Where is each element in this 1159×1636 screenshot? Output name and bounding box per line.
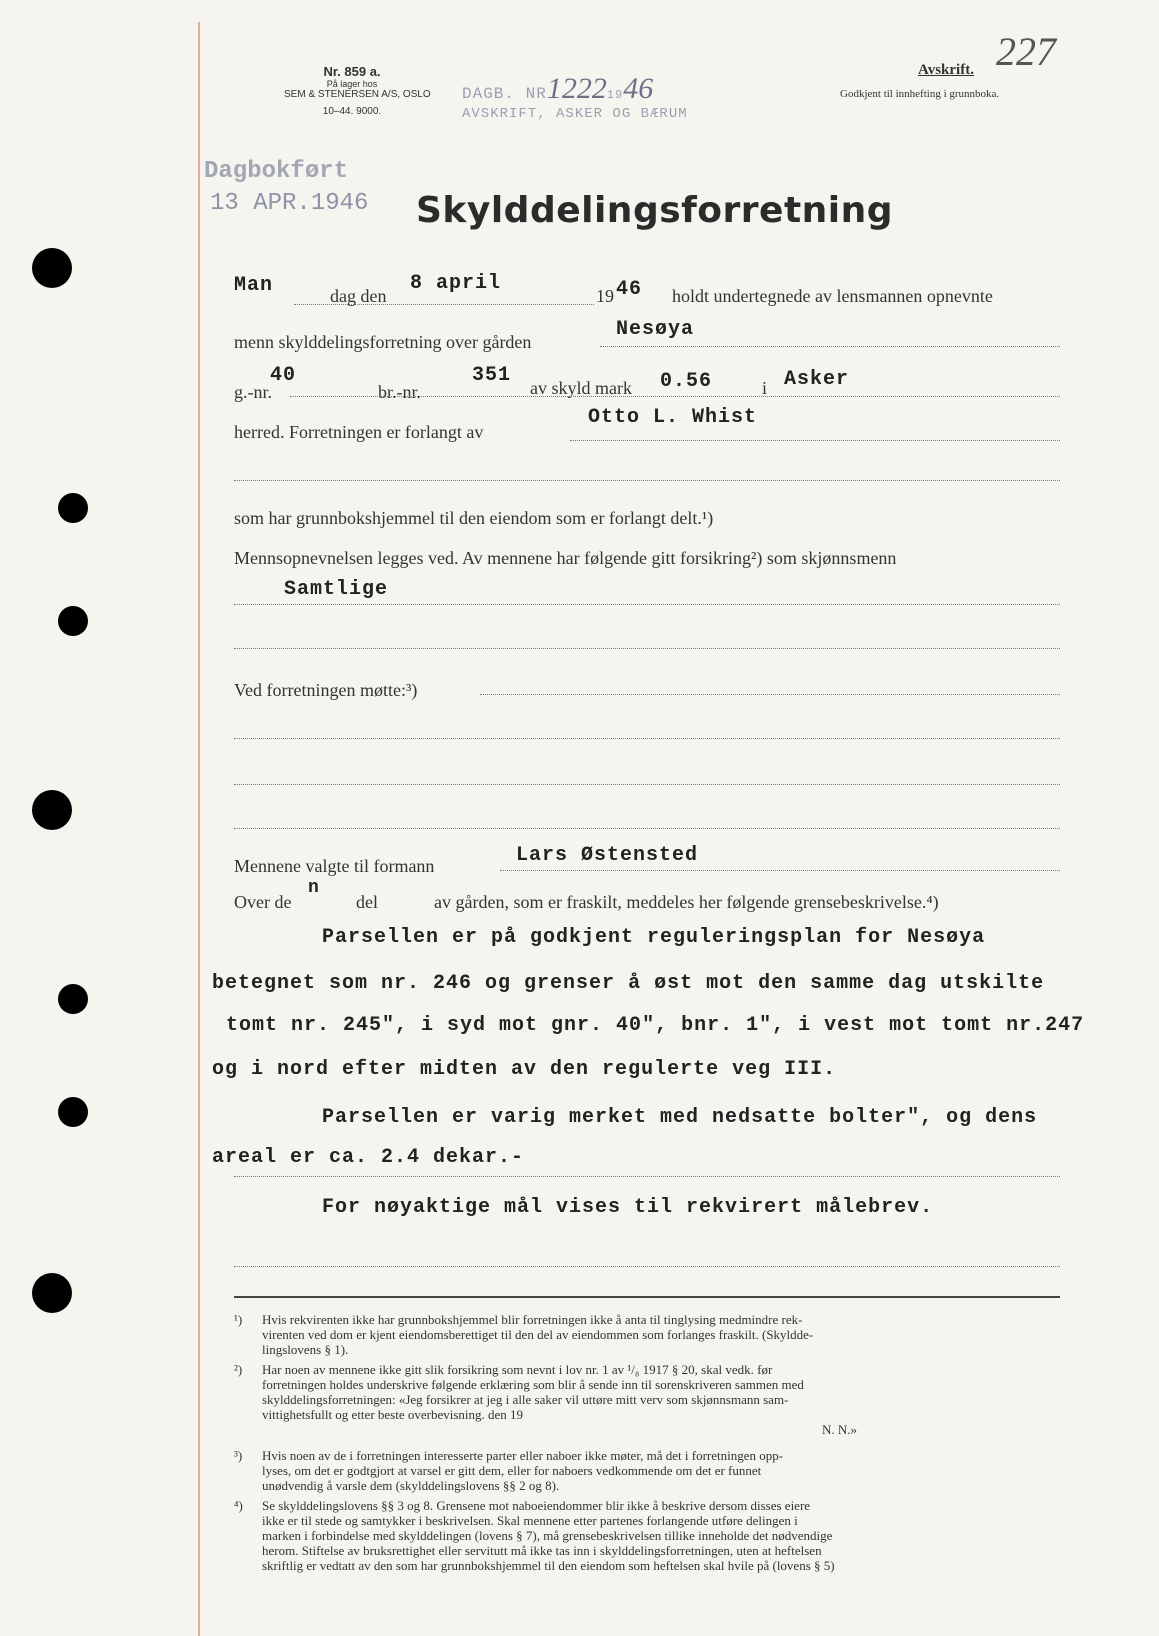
line2-text: menn skylddelingsforretning over gården: [234, 332, 532, 352]
bnr-label: br.-nr.: [378, 382, 421, 402]
footnote-line: lingslovens § 1).: [262, 1342, 349, 1357]
dagbokfort-label: Dagbokført: [204, 158, 349, 185]
footnote-number: ¹): [234, 1312, 243, 1327]
over-de-sup: n: [308, 878, 320, 898]
punch-hole: [58, 1097, 88, 1127]
footnote-line: herom. Stiftelse av bruksrettighet eller servitutt må ikke tas inn i skylddelingsforretningen, uten at heftelsen: [262, 1543, 822, 1558]
farm-name: Nesøya: [616, 318, 695, 341]
footnote-1: [234, 1312, 1064, 1357]
skyld-value: 0.56: [660, 370, 713, 393]
dagb-stamp: [462, 72, 653, 106]
publisher-line: På lager hos: [326, 79, 378, 89]
body-line: tomt nr. 245", i syd mot gnr. 40", bnr. 1", i vest mot tomt nr.247: [226, 1014, 1085, 1037]
dagb-year-prefix: 19: [606, 88, 624, 102]
footnote-3: [234, 1448, 1064, 1493]
fill-line: [234, 480, 1060, 481]
line8-text: Ved forretningen møtte:³): [234, 680, 418, 700]
publisher-block: [284, 64, 431, 117]
gnr-label: g.-nr.: [234, 382, 272, 402]
footnote-number: ⁴): [234, 1498, 243, 1513]
body-line: For nøyaktige mål vises til rekvirert målebrev.: [322, 1196, 934, 1219]
fill-line: [600, 346, 1060, 347]
requester-name: Otto L. Whist: [588, 406, 758, 429]
line6-text: Mennsopnevnelsen legges ved. Av mennene har følgende gitt forsikring²) som skjønnsmenn: [234, 548, 897, 568]
fill-line: [480, 694, 1060, 695]
footnote-line: vittighetsfullt og etter beste overbevisning. den 19: [262, 1407, 524, 1422]
publisher-name: SEM & STENERSEN A/S, OSLO: [284, 89, 431, 100]
footnote-4: [234, 1498, 1064, 1573]
margin-line: [198, 22, 200, 1636]
footnote-line: Se skylddelingslovens §§ 3 og 8. Grensene mot naboeiendommer blir ikke å beskrive dersom disses eiere: [262, 1498, 811, 1513]
footnote-line: unødvendig å varsle dem (skylddelingslovens §§ 2 og 8).: [262, 1478, 560, 1493]
line4-text: herred. Forretningen er forlangt av: [234, 422, 484, 442]
footnote-number: ³): [234, 1448, 243, 1463]
body-line: Parsellen er på godkjent reguleringsplan for Nesøya: [322, 926, 986, 949]
dagb-stamp-line2: AVSKRIFT, ASKER OG BÆRUM: [462, 106, 688, 122]
footnote-line: marken i forbindelse med skylddelingen (lovens § 7), må grensebeskrivelsen tillike inneholde det nødvendige: [262, 1528, 833, 1543]
year-prefix: 19: [596, 286, 614, 306]
dagb-year: 46: [623, 72, 654, 105]
avskrift-title: Avskrift.: [918, 62, 974, 78]
footnote-line: lyses, om det er godtgjort at varsel er gitt dem, eller for naboers vedkommende om det er funnet: [262, 1463, 762, 1478]
gnr-value: 40: [270, 364, 297, 387]
day-name: Man: [234, 274, 274, 297]
fill-line: [294, 304, 594, 305]
fill-line: [234, 1176, 1060, 1177]
fill-line: [234, 604, 1060, 605]
page-number: 227: [996, 29, 1056, 74]
fill-line: [570, 440, 1060, 441]
punch-hole: [32, 790, 72, 830]
body-line: areal er ca. 2.4 dekar.-: [212, 1146, 525, 1169]
fill-line: [234, 648, 1060, 649]
footnote-line: Hvis noen av de i forretningen interesserte parter eller naboer ikke møter, må det i forretningen opp-: [262, 1448, 784, 1463]
footnote-line: Har noen av mennene ikke gitt slik forsikring som nevnt i lov nr. 1 av ¹/₈ 1917 § 20, skal vedk. før: [262, 1362, 773, 1377]
dag-den-label: dag den: [330, 286, 387, 306]
footnote-number: ²): [234, 1362, 243, 1377]
line5-text: som har grunnbokshjemmel til den eiendom som er forlangt delt.¹): [234, 508, 714, 528]
footnote-signature: N. N.»: [822, 1422, 858, 1437]
fill-line: [500, 870, 1060, 871]
fill-line: [234, 784, 1060, 785]
punch-hole: [32, 248, 72, 288]
over-de-label: Over de: [234, 892, 292, 912]
footnote-2: [234, 1362, 1064, 1437]
punch-hole: [32, 1273, 72, 1313]
footnote-line: skylddelingsforretningen: «Jeg forsikrer at jeg i alle saker vil uttøre mitt verv som skjønnsmann sam-: [262, 1392, 789, 1407]
line9-text: Mennene valgte til formann: [234, 856, 435, 876]
publisher-print-run: 10–44. 9000.: [322, 106, 382, 117]
skyld-label: av skyld mark: [530, 378, 632, 398]
del-label: del: [356, 892, 378, 912]
fill-line: [234, 1266, 1060, 1267]
document-title: Skylddelingsforretning: [416, 190, 894, 231]
dagbokfort-date: 13 APR.1946: [210, 190, 369, 217]
body-line: og i nord efter midten av den regulerte veg III.: [212, 1058, 837, 1081]
chairman-name: Lars Østensted: [516, 844, 699, 867]
footnote-line: ikke er til stede og samtykker i beskrivelsen. Skal mennene etter partenes forlangende utføre delingen i: [262, 1513, 798, 1528]
footnote-line: forretningen holdes underskrive følgende erklæring som blir å sende inn til sorenskriveren sammen med: [262, 1377, 804, 1392]
line1-tail: holdt undertegnede av lensmannen opnevnte: [672, 286, 993, 306]
witnesses-value: Samtlige: [284, 578, 389, 601]
body-line: betegnet som nr. 246 og grenser å øst mot den samme dag utskilte: [212, 972, 1045, 995]
fill-line: [234, 738, 1060, 739]
body-line: Parsellen er varig merket med nedsatte bolter", og dens: [322, 1106, 1038, 1129]
punch-hole: [58, 984, 88, 1014]
line10-tail: av gården, som er fraskilt, meddeles her følgende grensebeskrivelse.⁴): [434, 892, 939, 912]
year-suffix: 46: [616, 278, 643, 301]
form-number: Nr. 859 a.: [323, 64, 381, 79]
avskrift-subtitle: Godkjent til innhefting i grunnboka.: [840, 88, 1000, 100]
dagb-number: 1222: [546, 72, 607, 105]
fill-line: [234, 828, 1060, 829]
i-label: i: [762, 378, 768, 398]
punch-hole: [58, 606, 88, 636]
footnote-line: Hvis rekvirenten ikke har grunnbokshjemmel blir forretningen ikke å anta til tinglysing medmindre rek-: [262, 1312, 803, 1327]
footnote-line: virenten ved dom er kjent eiendomsberettiget til den del av eiendommen som forlanges fraskilt. (Skyldde-: [262, 1327, 814, 1342]
punch-hole: [58, 493, 88, 523]
fill-line: [290, 396, 1060, 397]
dagb-prefix: DAGB. NR: [462, 85, 547, 103]
footnote-line: skriftlig er vedtatt av den som har grunnbokshjemmel til den eiendom som heftelsen skal hvile på (lovens § 5): [262, 1558, 835, 1573]
bnr-value: 351: [472, 364, 512, 387]
footnote-divider: [234, 1296, 1060, 1298]
herred-value: Asker: [784, 368, 850, 391]
date-field: 8 april: [410, 272, 502, 295]
